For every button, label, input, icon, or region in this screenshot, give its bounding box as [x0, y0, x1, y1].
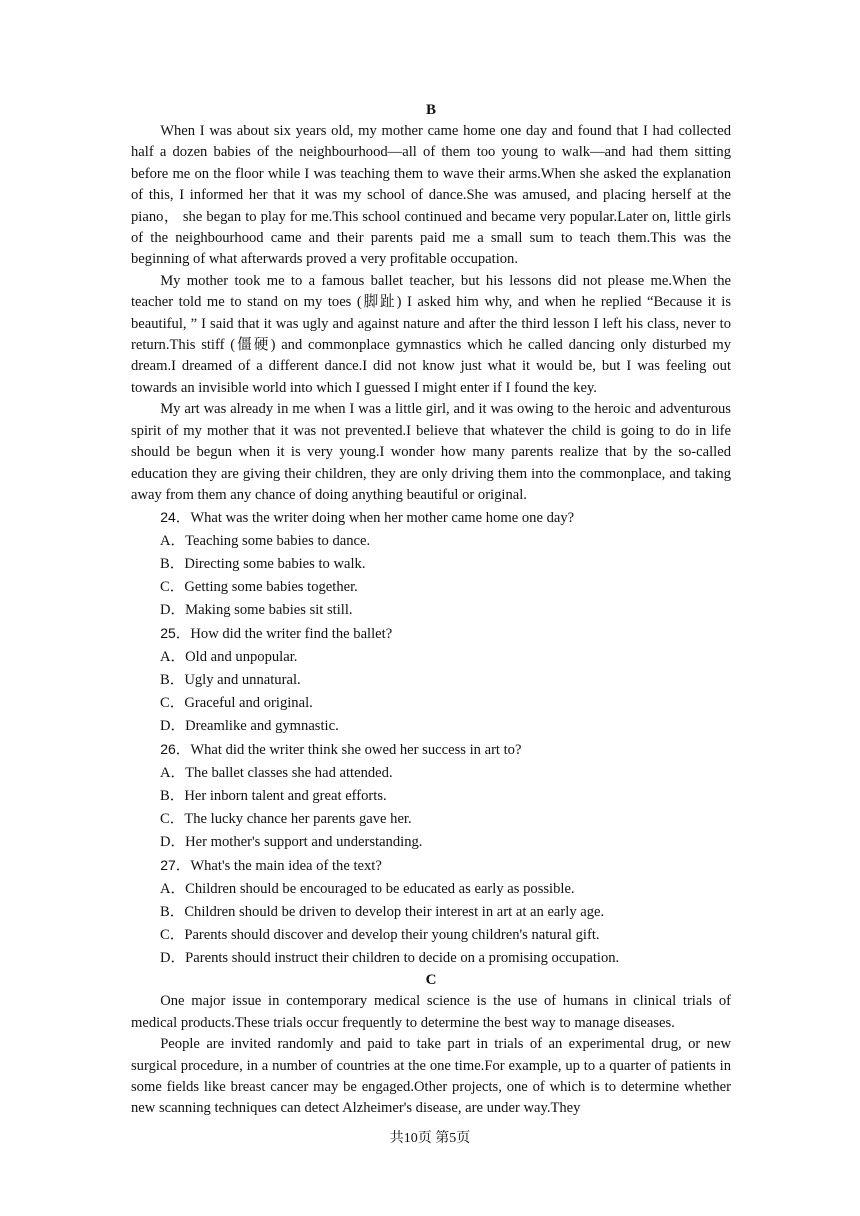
option-d: D．Dreamlike and gymnastic. — [160, 718, 339, 735]
option-c: C．Parents should discover and develop their young children's natural gift. — [160, 927, 600, 944]
section-b-title: B — [425, 102, 436, 118]
option-c: C．Graceful and original. — [160, 695, 313, 712]
page-footer: 共10页 第5页 — [389, 1131, 471, 1146]
question-number: 25 — [160, 625, 176, 642]
question-27 — [131, 854, 731, 970]
question-stem — [131, 738, 731, 762]
option-a: A．Children should be encouraged to be educated as early as possible. — [160, 881, 575, 898]
section-b-paragraph-2: My mother took me to a famous ballet teacher, but his lessons did not please me.When the teacher told me to stand on my toes (脚趾) I asked him why, and when he replied “Because it is beautiful, ” I said that it was ugly and against nature and after the third lesson I left his class, never to return.This stiff (僵硬) and commonplace gymnastics which he called dancing only disturbed my dream.I dreamed of a different dance.I did not know just what it would be, but I was feeling out towards an invisible world into which I guessed I might enter if I found the key. — [131, 272, 731, 396]
option-c: C．Getting some babies together. — [160, 579, 358, 596]
section-c-paragraph-1: One major issue in contemporary medical science is the use of humans in clinical trials of medical products.These trials occur frequently to determine the best way to manage diseases. — [131, 993, 731, 1031]
question-stem — [131, 506, 731, 530]
option-b: B．Children should be driven to develop their interest in art at an early age. — [160, 904, 605, 921]
question-text: ．How did the writer find the ballet? — [175, 626, 393, 643]
option-b: B．Directing some babies to walk. — [160, 556, 366, 573]
question-number: 26 — [160, 741, 176, 758]
section-b-paragraph-1: When I was about six years old, my mother came home one day and found that I had collected half a dozen babies of the neighbourhood—all of them too young to walk—and had them sitting before me on the floor while I was teaching them to wave their arms.When she asked the explanation of this, I informed her that it was my school of dance.She was amused, and placing herself at the piano， she began to play for me.This school continued and became very popular.Later on, little girls of the neighbourhood came and their parents paid me a small sum to teach them.This was the beginning of what afterwards proved a very profitable occupation. — [131, 123, 731, 268]
section-b-paragraph-3: My art was already in me when I was a little girl, and it was owing to the heroic and adventurous spirit of my mother that it was not prevented.I believe that whatever the child is going to do in life should be begun when it is very young.I wonder how many parents realize that by the so-called education they are giving their children, they are only driving them into the commonplace, and taking away from them any chance of doing anything beautiful or original. — [131, 401, 731, 503]
option-a: A．Teaching some babies to dance. — [160, 533, 371, 550]
question-number: 27 — [160, 857, 176, 874]
option-b: B．Ugly and unnatural. — [160, 672, 301, 689]
option-b: B．Her inborn talent and great efforts. — [160, 788, 387, 805]
option-a: A．The ballet classes she had attended. — [160, 765, 393, 782]
option-d: D．Her mother's support and understanding. — [160, 834, 423, 851]
question-text: ．What's the main idea of the text? — [175, 858, 382, 875]
option-c: C．The lucky chance her parents gave her. — [160, 811, 412, 828]
page-content — [131, 100, 731, 1120]
option-a: A．Old and unpopular. — [160, 649, 298, 666]
question-stem — [131, 622, 731, 646]
question-text: ．What did the writer think she owed her success in art to? — [175, 742, 522, 759]
question-text: ．What was the writer doing when her mother came home one day? — [175, 510, 575, 527]
question-25 — [131, 622, 731, 738]
section-c-title: C — [425, 972, 437, 989]
option-d: D．Parents should instruct their children to decide on a promising occupation. — [160, 950, 620, 967]
section-c-paragraph-2: People are invited randomly and paid to take part in trials of an experimental drug, or new surgical procedure, in a number of countries at the one time.For example, up to a quarter of patients in some fields like breast cancer may be engaged.Other projects, one of which is to determine whether new scanning techniques can detect Alzheimer's disease, are under way.They — [131, 1036, 731, 1117]
question-26 — [131, 738, 731, 854]
question-24 — [131, 506, 731, 622]
question-stem — [131, 854, 731, 878]
question-number: 24 — [160, 509, 176, 526]
option-d: D．Making some babies sit still. — [160, 602, 353, 619]
